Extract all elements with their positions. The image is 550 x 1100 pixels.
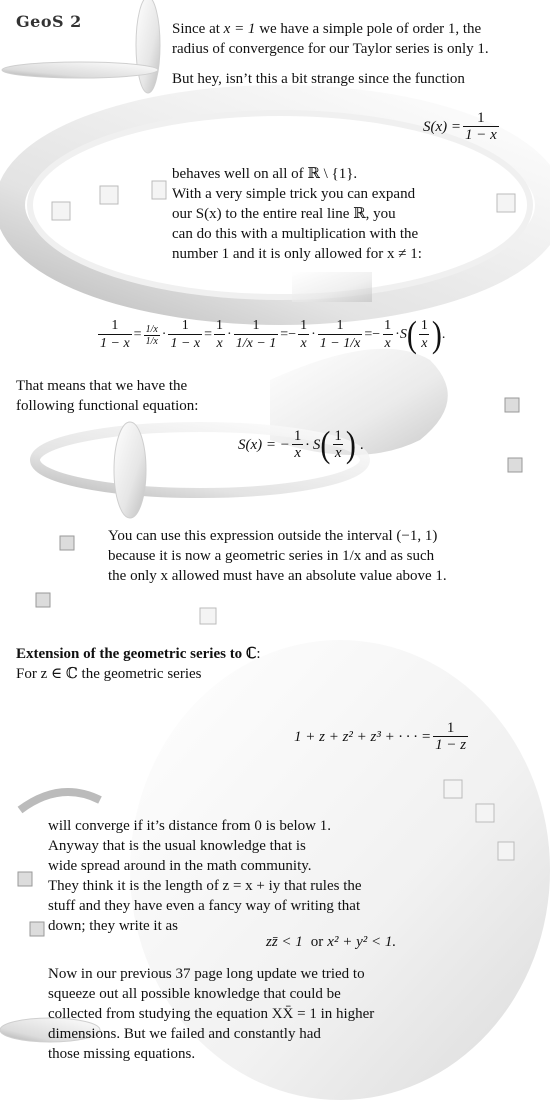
eq2-f3-den: 1 − x: [170, 336, 201, 351]
eq3-mid: · S: [305, 436, 321, 453]
eq1-lhs: S(x) =: [423, 118, 462, 135]
eq2-frac-5: [234, 318, 279, 352]
cube-14: [18, 872, 32, 886]
eq5-b: x² + y² < 1.: [327, 934, 397, 950]
eq3-end: .: [359, 436, 364, 453]
cube-9: [36, 593, 50, 607]
eq2-f5-den: 1/x − 1: [235, 336, 277, 351]
eq2-f7-den: 1 − 1/x: [319, 336, 361, 351]
eq2-left-paren: (: [406, 313, 417, 355]
p2-line-3: our S(x) to the entire real line ℝ, you: [172, 206, 396, 222]
p2-line-5: number 1 and it is only allowed for x ≠ 1:: [172, 246, 422, 262]
eq1-fraction: [463, 110, 499, 144]
cube-12: [476, 804, 494, 822]
eq4-fraction: [433, 720, 468, 754]
eq2-frac-2: [144, 324, 160, 347]
section-subline: For z ∈ ℂ the geometric series: [16, 666, 202, 682]
eq2-frac-8: [382, 318, 393, 352]
eq2-f9-num: 1: [420, 318, 428, 333]
eq2-S: S: [399, 327, 407, 342]
p6-line-4: dimensions. But we failed and constantly had: [48, 1026, 321, 1042]
eq2-f6-den: x: [300, 336, 307, 351]
section-extension: [16, 644, 261, 684]
top-left-horizontal-blade: [2, 62, 158, 78]
eq2-dot-2: ·: [227, 327, 232, 342]
p5-line-4: They think it is the length of z = x + iy that rules the: [48, 878, 362, 894]
eq2-equals-3: =: [280, 327, 289, 342]
eq1-den: 1 − x: [465, 127, 497, 143]
p2-line-2: With a very simple trick you can expand: [172, 186, 416, 202]
eq2-equals-2: =: [204, 327, 213, 342]
eq2-f4-den: x: [216, 336, 223, 351]
eq2-dot-1: ·: [161, 327, 167, 342]
eq2-minus-1: −: [288, 327, 297, 342]
eq4-num: 1: [446, 720, 455, 736]
paragraph-2: [172, 164, 422, 264]
geos-logo: GeoS 2: [16, 12, 82, 31]
eq5-or: or: [310, 934, 324, 950]
section-heading-colon: :: [256, 646, 261, 662]
eq3-right-paren: ): [345, 423, 356, 465]
eq2-right-paren: ): [431, 313, 442, 355]
p3-line-2: following functional equation:: [16, 398, 199, 414]
p5-line-6: down; they write it as: [48, 918, 178, 934]
p4-line-3: the only x allowed must have an absolute value above 1.: [108, 568, 447, 584]
eq2-equals-1: =: [133, 327, 142, 342]
eq3-f2-num: 1: [334, 428, 342, 444]
equation-geometric-series: [294, 720, 470, 754]
cube-8: [60, 536, 74, 550]
cube-6: [505, 398, 519, 412]
eq3-f1-num: 1: [293, 428, 302, 444]
eq5-a: zz̄ < 1: [266, 934, 303, 950]
eq2-equals-4: =: [364, 327, 373, 342]
p6-line-1: Now in our previous 37 page long update we tried to: [48, 966, 365, 982]
eq2-f8-den: x: [384, 336, 391, 351]
eq4-den: 1 − z: [435, 737, 467, 753]
eq2-f8-num: 1: [384, 318, 392, 333]
eq3-left-paren: (: [320, 423, 331, 465]
bar-5: [292, 272, 372, 302]
intro-line-1: Since at: [172, 21, 224, 37]
intro-line-1-rest: we have a simple pole of order 1, the: [255, 21, 482, 37]
p5-line-5: stuff and they have even a fancy way of writing that: [48, 898, 361, 914]
eq2-frac-4: [214, 318, 225, 352]
eq2-frac-9: [419, 318, 430, 352]
cube-15: [30, 922, 44, 936]
eq3-lhs: S(x) = −: [238, 436, 290, 453]
eq2-f1-num: 1: [111, 318, 119, 333]
paragraph-6: [48, 964, 374, 1064]
p2-line-4: can do this with a multiplication with the: [172, 226, 419, 242]
eq2-f3-num: 1: [181, 318, 189, 333]
paragraph-5: [48, 816, 362, 936]
eq2-frac-7: [318, 318, 363, 352]
eq2-frac-3: [168, 318, 202, 352]
top-left-vertical-blade: [136, 0, 160, 93]
cube-2: [100, 186, 118, 204]
cube-10: [200, 608, 216, 624]
eq2-minus-2: −: [372, 327, 381, 342]
eq2-f2-num: 1/x: [145, 323, 158, 335]
eq2-dot-3: ·: [311, 327, 316, 342]
eq3-f2-den: x: [334, 445, 342, 461]
cube-7: [508, 458, 522, 472]
p4-line-2: because it is now a geometric series in 1/x and as such: [108, 548, 435, 564]
eq2-f9-den: x: [421, 336, 428, 351]
eq4-lhs: 1 + z + z² + z³ + · · · =: [294, 728, 432, 745]
cube-3: [152, 181, 166, 199]
p2-line-1: behaves well on all of ℝ \ {1}.: [172, 166, 358, 182]
eq3-frac-1: [292, 428, 304, 462]
intro-math-x: x = 1: [223, 21, 256, 37]
eq1-num: 1: [477, 110, 485, 126]
eq2-frac-1: [98, 318, 132, 352]
cube-4: [497, 194, 515, 212]
eq2-f5-num: 1: [252, 318, 260, 333]
p5-line-2: Anyway that is the usual knowledge that is: [48, 838, 306, 854]
eq3-f1-den: x: [294, 445, 301, 461]
p4-line-1: You can use this expression outside the interval (−1, 1): [108, 528, 438, 544]
eq2-f7-num: 1: [336, 318, 344, 333]
section-heading: Extension of the geometric series to ℂ: [16, 646, 257, 662]
intro-paragraph: [172, 19, 489, 89]
lower-left-arc: [20, 792, 100, 810]
p5-line-1: will converge if it’s distance from 0 is below 1.: [48, 818, 332, 834]
cube-1: [52, 202, 70, 220]
eq3-frac-2: [332, 428, 344, 462]
intro-line-2: radius of convergence for our Taylor series is only 1.: [172, 41, 489, 57]
equation-functional: [238, 423, 364, 465]
eq2-frac-6: [298, 318, 309, 352]
equation-expansion: [96, 313, 446, 355]
paragraph-4: [108, 526, 447, 586]
eq2-f2-den: 1/x: [145, 335, 158, 347]
p3-line-1: That means that we have the: [16, 378, 188, 394]
eq2-f1-den: 1 − x: [100, 336, 130, 351]
equation-norm: [266, 934, 396, 951]
eq2-f6-num: 1: [300, 318, 308, 333]
p6-line-2: squeeze out all possible knowledge that could be: [48, 986, 341, 1002]
equation-S-definition: [423, 110, 501, 144]
eq2-dot-4: ·: [395, 327, 400, 342]
cube-11: [444, 780, 462, 798]
p6-line-5: those missing equations.: [48, 1046, 196, 1062]
left-blade: [114, 422, 146, 518]
eq2-f4-num: 1: [216, 318, 224, 333]
paragraph-3: [16, 376, 198, 416]
intro-line-3: But hey, isn’t this a bit strange since the function: [172, 71, 465, 87]
eq2-end: .: [441, 327, 446, 342]
cube-13: [498, 842, 514, 860]
p5-line-3: wide spread around in the math community.: [48, 858, 312, 874]
p6-line-3: collected from studying the equation XX̄ = 1 in higher: [48, 1006, 375, 1022]
